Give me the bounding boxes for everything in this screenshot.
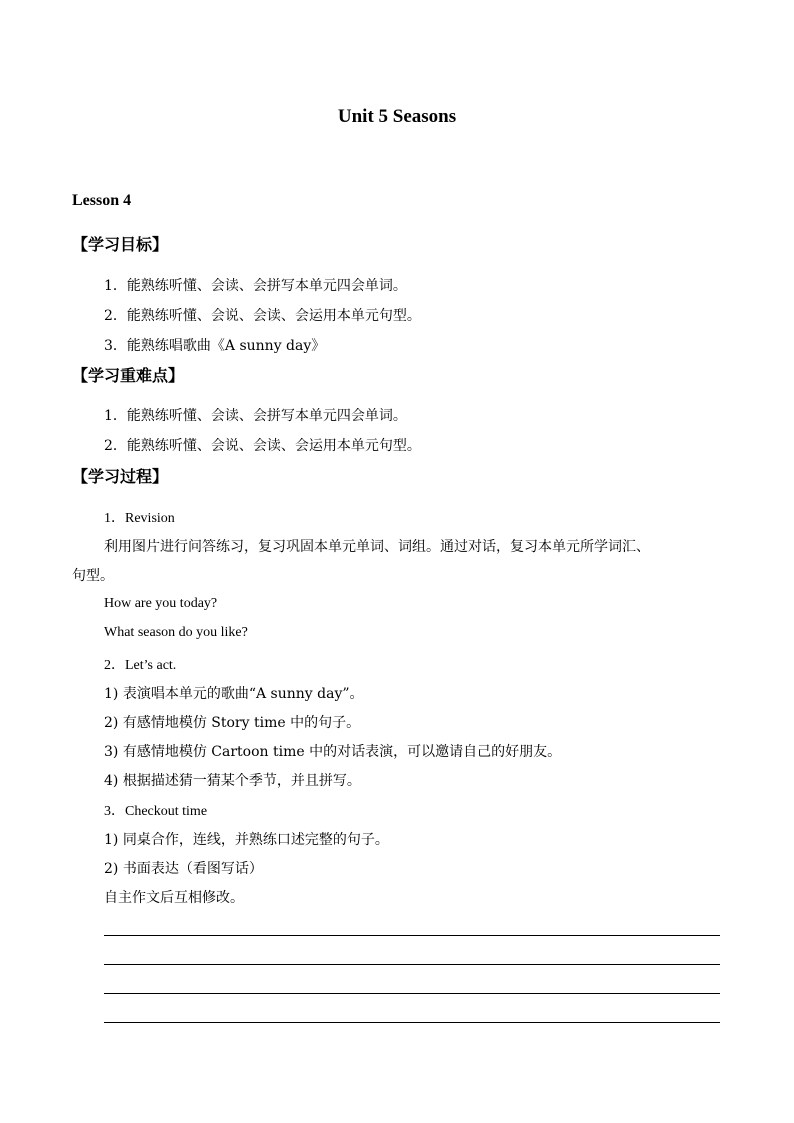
question-1: How are you today? xyxy=(104,596,218,611)
checkout-title: 3．Checkout time xyxy=(104,804,208,819)
key-point-item: 2．能熟练听懂、会说、会读、会运用本单元句型。 xyxy=(104,438,421,454)
revision-text: 利用图片进行问答练习，复习巩固本单元单词、词组。通过对话，复习本单元所学词汇、 xyxy=(104,539,650,555)
writing-line xyxy=(104,964,720,965)
objective-item: 3．能熟练唱歌曲《A sunny day》 xyxy=(104,338,326,354)
revision-text-cont: 句型。 xyxy=(72,568,114,584)
question-2: What season do you like? xyxy=(104,625,248,640)
process-heading: 【学习过程】 xyxy=(72,467,169,486)
key-point-item: 1．能熟练听懂、会读、会拼写本单元四会单词。 xyxy=(104,408,407,424)
page-title: Unit 5 Seasons xyxy=(337,106,457,127)
writing-line xyxy=(104,993,720,994)
key-points-heading: 【学习重难点】 xyxy=(72,366,185,385)
objectives-heading: 【学习目标】 xyxy=(72,235,169,254)
act-item: 3) 有感情地模仿 Cartoon time 中的对话表演，可以邀请自己的好朋友。 xyxy=(104,744,562,760)
final-text: 自主作文后互相修改。 xyxy=(104,890,244,906)
act-item: 2) 有感情地模仿 Story time 中的句子。 xyxy=(104,715,361,731)
act-title: 2．Let’s act. xyxy=(104,658,177,673)
writing-line xyxy=(104,935,720,936)
checkout-item: 2) 书面表达（看图写话） xyxy=(104,861,263,877)
objective-item: 1．能熟练听懂、会读、会拼写本单元四会单词。 xyxy=(104,278,407,294)
lesson-label: Lesson 4 xyxy=(72,192,132,209)
objective-item: 2．能熟练听懂、会说、会读、会运用本单元句型。 xyxy=(104,308,421,324)
act-item: 4) 根据描述猜一猜某个季节，并且拼写。 xyxy=(104,773,361,789)
writing-line xyxy=(104,1022,720,1023)
act-item: 1) 表演唱本单元的歌曲“A sunny day”。 xyxy=(104,686,364,702)
checkout-item: 1) 同桌合作，连线，并熟练口述完整的句子。 xyxy=(104,832,389,848)
revision-title: 1．Revision xyxy=(104,511,175,526)
